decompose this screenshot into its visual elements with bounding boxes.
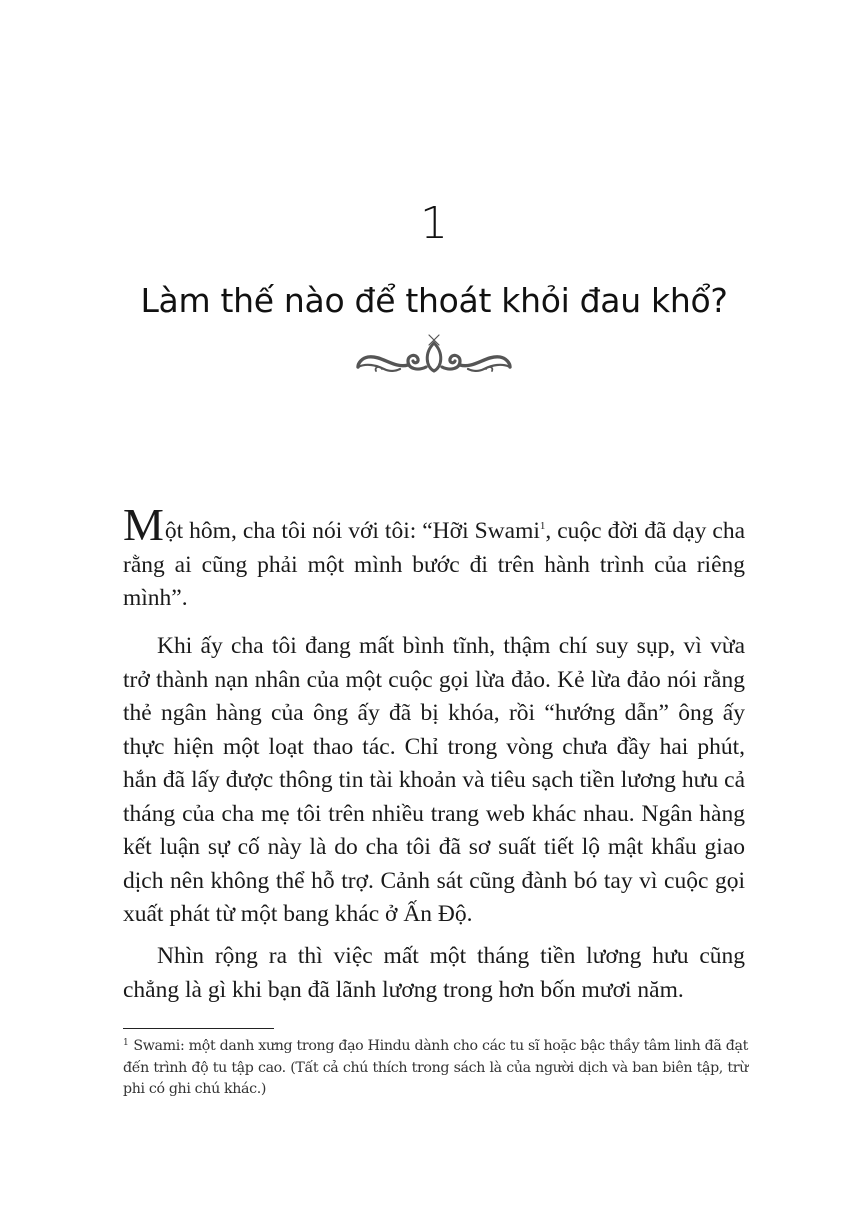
footnote-text: Swami: một danh xưng trong đạo Hindu dành cho các tu sĩ hoặc bậc thầy tâm linh đã đạt đến trình độ tu tập cao. (Tất cả chú thích trong sách là của người dịch và ban biên tập, trừ phi có ghi chú khác.): [123, 1038, 748, 1097]
paragraph-text: , cuộc đời đã dạy cha rằng ai cũng phải một mình bước đi trên hành trình của riêng mình”.: [123, 518, 746, 611]
footnote: [123, 1036, 748, 1101]
paragraph: Khi ấy cha tôi đang mất bình tĩnh, thậm chí suy sụp, vì vừa trở thành nạn nhân của một cuộc gọi lừa đảo. Kẻ lừa đảo nói rằng thẻ ngân hàng của ông ấy đã bị khóa, rồi “hướng dẫn” ông ấy thực hiện một loạt thao tác. Chỉ trong vòng chưa đầy hai phút, hắn đã lấy được thông tin tài khoản và tiêu sạch tiền lương hưu cả tháng của cha mẹ tôi trên nhiều trang web khác nhau. Ngân hàng kết luận sự cố này là do cha tôi đã sơ suất tiết lộ mật khẩu giao dịch nên không thể hỗ trợ. Cảnh sát cũng đành bó tay vì cuộc gọi xuất phát từ một bang khác ở Ấn Độ.: [123, 633, 745, 927]
chapter-title: Làm thế nào để thoát khỏi đau khổ?: [140, 281, 728, 320]
flourish-divider-icon: [354, 333, 514, 377]
footnote-reference-link[interactable]: 1: [539, 520, 546, 532]
chapter-number: 1: [420, 198, 448, 249]
drop-cap: M: [123, 499, 164, 550]
footnote-marker: 1: [123, 1038, 129, 1048]
paragraph-text: ột hôm, cha tôi nói với tôi: “Hỡi Swami: [164, 518, 540, 544]
paragraph-opening: [123, 499, 746, 616]
paragraph: Nhìn rộng ra thì việc mất một tháng tiền lương hưu cũng chẳng là gì khi bạn đã lãnh lương trong hơn bốn mươi năm.: [123, 943, 745, 1003]
footnote-divider: [123, 1028, 274, 1029]
